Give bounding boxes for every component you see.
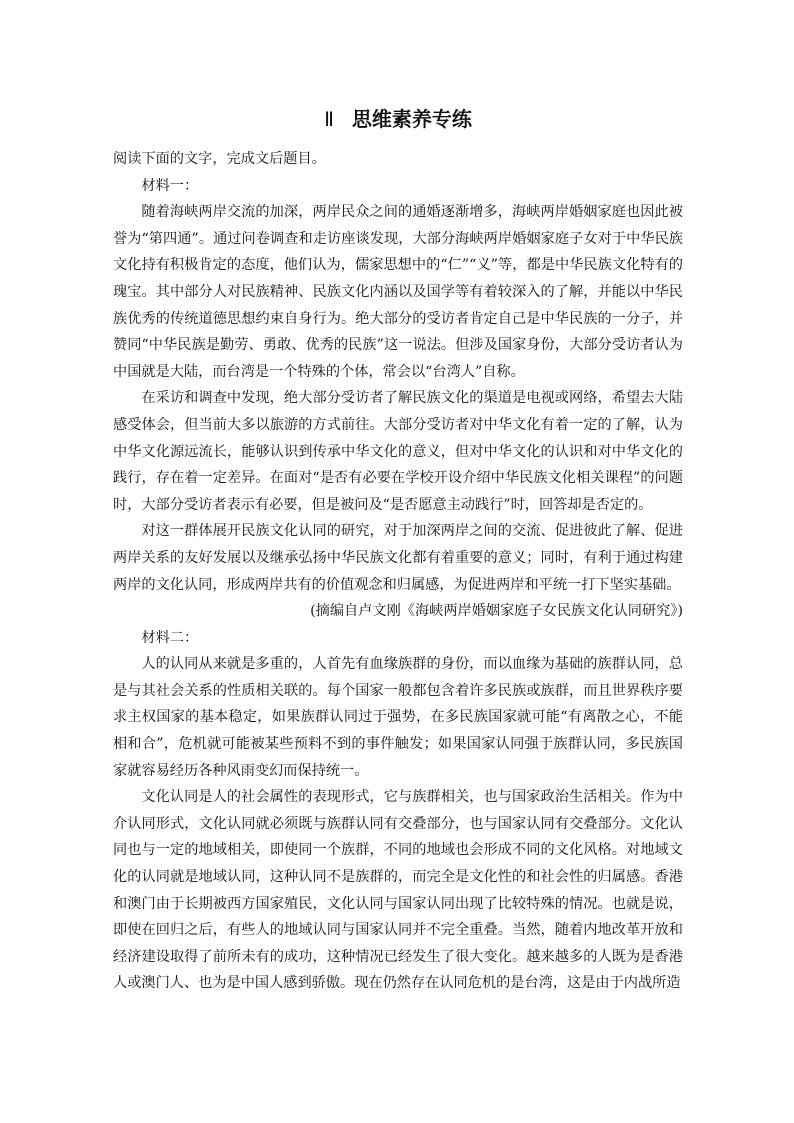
material-1-paragraph-1: 随着海峡两岸交流的加深，两岸民众之间的通婚逐渐增多，海峡两岸婚姻家庭也因此被誉为“第四通”。通过问卷调查和走访座谈发现，大部分海峡两岸婚姻家庭子女对于中华民族文化持有积极肯定的态度，他们认为，儒家思想中的“仁”“义”等，都是中华民族文化特有的瑰宝。其中部分人对民族精神、民族文化内涵以及国学等有着较深入的了解，并能以中华民族优秀的传统道德思想约束自身行为。绝大部分的受访者肯定自己是中华民族的一分子，并赞同“中华民族是勤劳、勇敢、优秀的民族”这一说法。但涉及国家身份，大部分受访者认为中国就是大陆，而台湾是一个特殊的个体，常会以“台湾人”自称。 bbox=[113, 204, 683, 380]
document-page bbox=[113, 104, 683, 997]
instruction-text: 阅读下面的文字，完成文后题目。 bbox=[113, 151, 326, 167]
material-1-source: (摘编自卢文刚《海峡两岸婚姻家庭子女民族文化认同研究》) bbox=[310, 603, 683, 620]
section-number: Ⅱ bbox=[324, 109, 334, 131]
material-2-paragraph-1: 人的认同从来就是多重的，人首先有血缘族群的身份，而以血缘为基础的族群认同，总是与其社会关系的性质相关联的。每个国家一般都包含着许多民族或族群，而且世界秩序要求主权国家的基本稳定，如果族群认同过于强势，在多民族国家就可能“有离散之心，不能相和合”，危机就可能被某些预料不到的事件触发；如果国家认同强于族群认同，多民族国家就容易经历各种风雨变幻而保持统一。 bbox=[113, 656, 683, 779]
material-1-label: 材料一： bbox=[141, 177, 199, 194]
material-2-paragraph-2: 文化认同是人的社会属性的表现形式，它与族群相关，也与国家政治生活相关。作为中介认同形式，文化认同就必须既与族群认同有交叠部分，也与国家认同有交叠部分。文化认同也与一定的地域相关，即使同一个族群，不同的地域也会形成不同的文化风格。对地域文化的认同就是地域认同，这种认同不是族群的，而完全是文化性的和社会性的归属感。香港和澳门由于长期被西方国家殖民，文化认同与国家认同出现了比较特殊的情况。也就是说，即使在回归之后，有些人的地域认同与国家认同并不完全重叠。当然，随着内地改革开放和经济建设取得了前所未有的成功，这种情况已经发生了很大变化。越来越多的人既为是香港人或澳门人、也为是中国人感到骄傲。现在仍然存在认同危机的是台湾，这是由于内战所造 bbox=[113, 789, 683, 992]
material-1-paragraph-3: 对这一群体展开民族文化认同的研究，对于加深两岸之间的交流、促进彼此了解、促进两岸关系的友好发展以及继承弘扬中华民族文化都有着重要的意义；同时，有利于通过构建两岸的文化认同，形成两岸共有的价值观念和归属感，为促进两岸和平统一打下坚实基础。 bbox=[113, 523, 683, 593]
material-1-paragraph-2: 在采访和调查中发现，绝大部分受访者了解民族文化的渠道是电视或网络，希望去大陆感受体会，但当前大多以旅游的方式前往。大部分受访者对中华文化有着一定的了解，认为中华文化源远流长，能够认识到传承中华文化的意义，但对中华文化的认识和对中华文化的践行，存在着一定差异。在面对“是否有必要在学校开设介绍中华民族文化相关课程”的问题时，大部分受访者表示有必要，但是被问及“是否愿意主动践行”时，回答却是否定的。 bbox=[113, 390, 683, 513]
material-2-label: 材料二： bbox=[141, 629, 199, 646]
section-title bbox=[113, 104, 683, 134]
section-title-text: 思维素养专练 bbox=[351, 107, 472, 131]
